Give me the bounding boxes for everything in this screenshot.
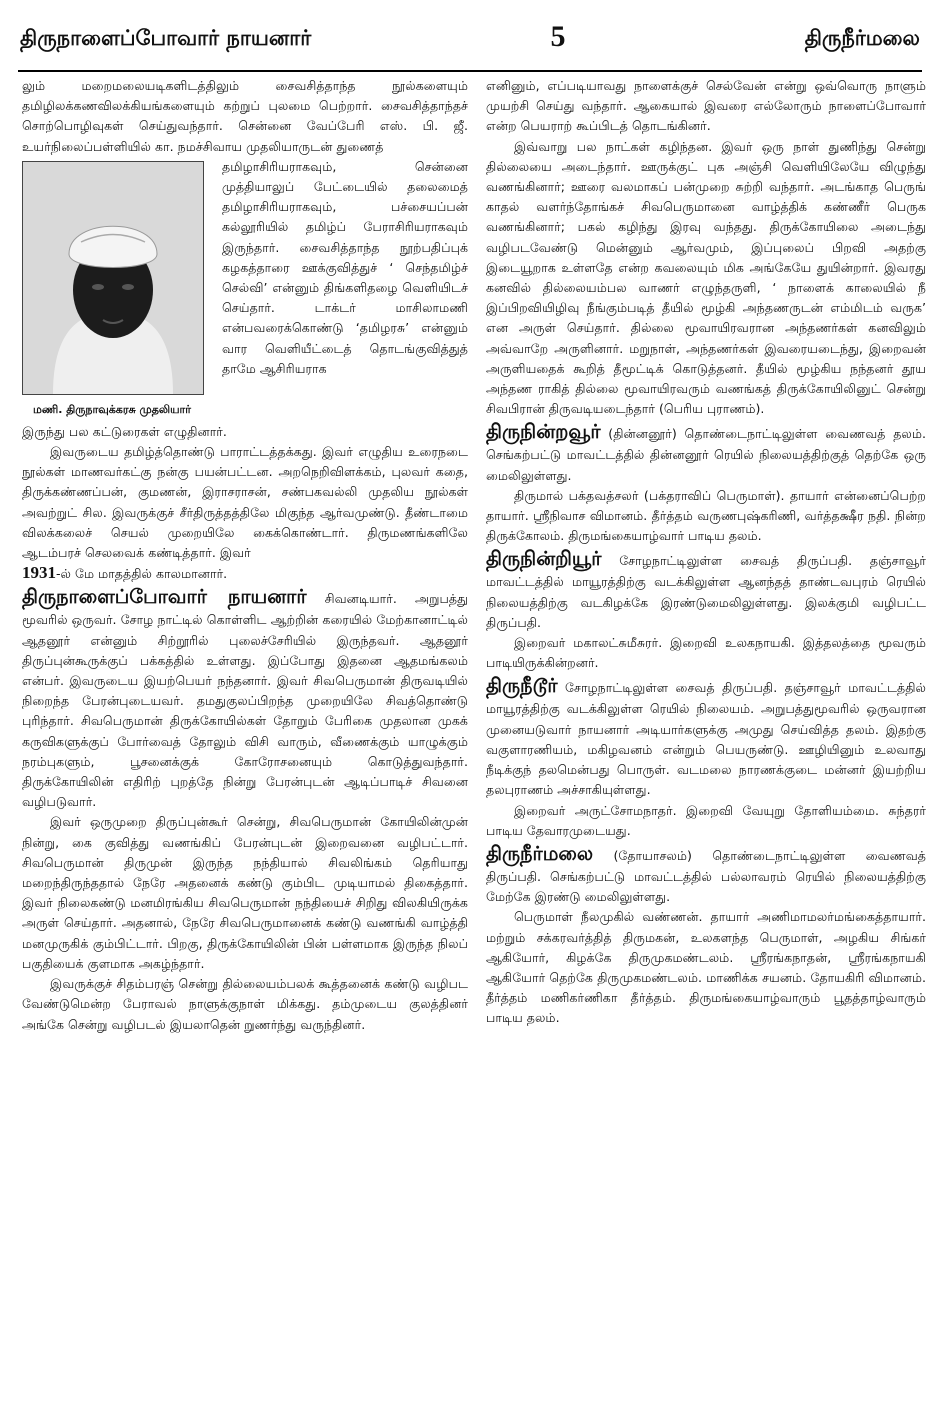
running-header xyxy=(20,20,920,60)
header-rule xyxy=(18,70,922,72)
intro-paragraph: லும் மறைமலையடிகளிடத்திலும் சைவசித்தாந்த நூல்களையும் தமிழிலக்கணவிலக்கியங்களையும் கற்றுப் புலமை பெற்றார். சைவசித்தாந்தச் சொற்பொழிவுகள் செய்துவந்தார். சென்னை வேப்பேரி எஸ். பி. ஜீ. உயர்நிலைப்பள்ளியில் கா. நமச்சிவாய முதலியாருடன் துணைத் xyxy=(22,78,468,154)
death-year: 1931 xyxy=(22,563,56,583)
left-column xyxy=(22,76,468,1035)
neetur-heading: திருநீடூர் xyxy=(486,674,558,698)
journey-paragraph: இவ்வாறு பல நாட்கள் கழிந்தன. இவர் ஒரு நாள் துணிந்து சென்று தில்லையை அடைந்தார். ஊருக்குட் புக அஞ்சி வெளியிலேயே விழுந்து வணங்கினார்; ஊரை வலமாகப் பன்முறை சுற்றி வந்தார். அடங்காத பெருங் காதல் வளர்ந்தோங்கச் சிவபெருமானை வாழ்த்திக் கண்ணீர் பெருக வணங்கினார்; பகல் கழிந்து இரவு வந்தது. திருக்கோயிலை அடைந்து வழிபடவேண்டு மென்னும் ஆர்வமும், இப்புலைப் பிறவி அதற்கு இடையூறாக உள்ளதே என்ற கவலையும் மிக அங்கேயே துயின்றார். இவரது கனவில் தில்லையம்பல வாணர் எழுந்தருளி, ‘ நாளைக் காலையில் நீ இப்பிறவியிழிவு நீங்கும்படித் தீயில் மூழ்கி அந்தணருடன் எம்மிடம் வருக’ என அருள் செய்தார். தில்லை மூவாயிரவரான அந்தணர்கள் கனவிலும் அவ்வாறே அருளினார். மறுநாள், அந்தணர்கள் இவரையடைந்து, இறைவன் அருளியதைக் கூறித் தீமூட்டிக் கொடுத்தனர். தீயில் மூழ்கிய நந்தனர் தூய அந்தண ராகித் தில்லை மூவாயிரவரும் வணங்கத் திருக்கோயிலினுட் சென்று சிவபிரான் திருவடியடைந்தார் (பெரிய புராணம்). xyxy=(486,138,926,417)
nayanar-heading: திருநாளைப்போவார் நாயனார் xyxy=(22,585,307,609)
ninriyur-entry xyxy=(486,546,926,633)
neermalai-detail: பெருமாள் நீலமுகில் வண்ணன். தாயார் அணிமாமலர்மங்கைத்தாயார். மற்றும் சக்கரவர்த்தித் திருமகன், உலகளந்த பெருமாள், அழகிய சிங்கர் ஆகியோர், கிழக்கே திருமுகமண்டலம். ஸ்ரீரங்கநாதன், ஸ்ரீரங்கநாயகி ஆகியோர் தெற்கே திருமுகமண்டலம். மாணிக்க சயனம். தோயகிரி விமானம். தீர்த்தம் மணிகர்ணிகா தீர்த்தம். திருமங்கையாழ்வாரும் பூதத்தாழ்வாரும் பாடிய தலம். xyxy=(486,909,926,1026)
neermalai-entry xyxy=(486,841,926,907)
death-text: -ல் மே மாதத்தில் காலமானார். xyxy=(56,566,228,582)
ninriyur-detail: இறைவர் மகாலட்சுமீசுரர். இறைவி உலகநாயகி. இத்தலத்தை மூவரும் பாடியிருக்கின்றனர். xyxy=(486,635,926,671)
ninravur-detail: திருமால் பக்தவத்சலர் (பக்தராவிப் பெருமாள்). தாயார் என்னைப்பெற்ற தாயார். ஸ்ரீநிவாச விமானம். தீர்த்தம் வருணபுஷ்கரிணி, வர்த்தக்ஷீர நதி. நின்ற திருக்கோலம். திருமங்கையாழ்வார் பாடிய தலம். xyxy=(486,487,926,544)
portrait-photo xyxy=(22,161,204,395)
portrait-figure xyxy=(22,161,212,418)
nayanar-intro-text: சிவனடியார். அறுபத்து மூவரில் ஒருவர். சோழ நாட்டில் கொள்ளிட ஆற்றின் கரையில் மேற்கானாட்டில் ஆதனூர் என்னும் சிற்றூரில் புலைச்சேரியில் இருந்தவர். ஆதனூர் திருப்புன்கூருக்குப் பக்கத்தில் உள்ளது. இப்போது இதனை ஆதமங்கலம் என்பர். இவருடைய இயற்பெயர் நந்தனார். இவர் சிவபெருமான் திருவடியில் நிறைந்த பேரன்புடையவர். தமதுகுலப்பிறந்த முறையிலே சிவத்தொண்டு புரிந்தார். சிவபெருமான் திருக்கோயில்கள் தோறும் பேரிகை முதலான முகக் கருவிகளுக்குப் போர்வைத் தோலும் விசி வாரும், வீணைக்கும் யாழுக்கும் நரம்புகளும், பூசனைக்குக் கோரோசனையும் கொடுத்துவந்தார். திருக்கோயிலின் எதிரிற் புறத்தே நின்று பேரன்புடன் ஆடிப்பாடிச் சிவனை வழிபடுவார். xyxy=(22,591,468,810)
neetur-detail: இறைவர் அருட்சோமநாதர். இறைவி வேயுறு தோளியம்மை. சுந்தரர் பாடிய தேவாரமுடையது. xyxy=(486,802,926,838)
ninravur-text: (தின்னனூர்) தொண்டைநாட்டிலுள்ள வைணவத் தலம். செங்கற்பட்டு மாவட்டத்தில் தின்னனூர் ரெயில் நிலையத்திற்குத் தெற்கே ஒரு மைலிலுள்ளது. xyxy=(486,426,926,483)
intro-end-line: இருந்து பல கட்டுரைகள் எழுதினார். xyxy=(22,423,227,439)
praise-paragraph: இவருடைய தமிழ்த்தொண்டு பாராட்டத்தக்கது. இவர் எழுதிய உரைநடை நூல்கள் மாணவர்கட்கு நன்கு பயன்பட்டன. அறநெறிவிளக்கம், புலவர் கதை, திருக்கண்ணப்பன், குமணன், இராசராசன், சண்பகவல்லி முதலிய நூல்கள் அவற்றுட் சில. இவருக்குச் சீர்திருத்தத்திலே மிகுந்த ஆர்வமுண்டு. தீண்டாமை விலக்கலைச் செயல் முறையிலே கைக்கொண்டார். திருமணங்களிலே ஆடம்பரச் செலவைக் கண்டித்தார். இவர் xyxy=(22,444,468,561)
header-right-title: திருநீர்மலை xyxy=(804,26,920,50)
portrait-caption: மணி. திருநாவுக்கரசு முதலியார் xyxy=(32,402,192,416)
worship-paragraph: இவர் ஒருமுறை திருப்புன்கூர் சென்று, சிவபெருமான் கோயிலின்முன் நின்று, கை குவித்து வணங்கிப் பேரன்புடன் இறைவனை வழிபட்டார். சிவபெருமான் திருமுன் இருந்த நந்தியால் சிவலிங்கம் தெரியாது மறைந்திருந்ததால் நேரே அதனைக் கண்டு கும்பிட முடியாமல் திகைத்தார். இவர் நிலைகண்டு மனமிரங்கிய சிவபெருமான் நந்தியைச் சிறிது விலகியிருக்க அருள் செய்தார். அதனால், நேரே சிவபெருமானைக் கண்டு வணங்கி வாழ்த்தி மனமுருகிக் கும்பிட்டார். பிறகு, திருக்கோயிலின் பின் பள்ளமாக இருந்த நிலப் பகுதியைக் குளமாக அகழ்ந்தார். xyxy=(22,814,468,971)
neermalai-heading: திருநீர்மலை xyxy=(486,841,594,865)
chidambaram-paragraph: இவருக்குச் சிதம்பரஞ் சென்று தில்லையம்பலக் கூத்தனைக் கண்டு வழிபட வேண்டுமென்ற பேராவல் நாளுக்குநாள் மிக்கது. தம்முடைய குலத்தினர் அங்கே சென்று வழிபடல் இயலாதென் றுணர்ந்து வருந்தினர். xyxy=(22,976,468,1032)
neetur-text: சோழநாட்டிலுள்ள சைவத் திருப்பதி. தஞ்சாவூர் மாவட்டத்தில் மாயூரத்திற்கு வடக்கிலுள்ள ரெயில் நிலையம். அறுபத்துமூவரில் ஒருவரான முனையடுவார் நாயனார் அடியார்களுக்கு அமுது செய்வித்த தலம். இதற்கு வகுளாரணியம், மகிழவனம் என்றும் பெயருண்டு. ஊழியினும் உலவாது நீடிக்குந் தலமென்பது பொருள். வடமலை நாரணக்குடை மன்னர் இயற்றிய தலபுராணம் அச்சாகியுள்ளது. xyxy=(486,680,927,798)
career-paragraph: தமிழாசிரியராகவும், சென்னை முத்தியாலுப் பேட்டையில் தலைமைத் தமிழாசிரியராகவும், பச்சையப்பன் கல்லூரியில் தமிழ்ப் பேராசிரியராகவும் இருந்தார். சைவசித்தாந்த நூற்பதிப்புக் கழகத்தாரை ஊக்குவித்துச் ‘ செந்தமிழ்ச் செல்வி’ என்னும் திங்களிதழை வெளியிடச் செய்தார். டாக்டர் மாசிலாமணி என்பவரைக்கொண்டு ‘தமிழரசு’ என்னும் வார வெளியீட்டைத் தொடங்குவித்துத் தாமே ஆசிரியராக xyxy=(222,158,468,376)
nayanar-entry xyxy=(22,584,468,812)
ninravur-entry xyxy=(486,419,926,485)
right-column xyxy=(486,76,926,1029)
ninravur-heading: திருநின்றவூர் xyxy=(486,420,601,444)
death-line xyxy=(22,563,468,584)
neermalai-text: (தோயாசலம்) தொண்டைநாட்டிலுள்ள வைணவத் திருப்பதி. செங்கற்பட்டு மாவட்டத்தில் பல்லாவரம் ரெயில் நிலையத்திற்கு மேற்கே இரண்டு மைலிலுள்ளது. xyxy=(486,847,926,905)
ninriyur-heading: திருநின்றியூர் xyxy=(486,547,602,571)
continuation-paragraph: எனினும், எப்படியாவது நாளைக்குச் செல்வேன் என்று ஒவ்வொரு நாளும் முயற்சி செய்து வந்தார். ஆகையால் இவரை எல்லோரும் நாளைப்போவார் என்ற பெயராற் கூப்பிடத் தொடங்கினர். xyxy=(486,78,926,134)
neetur-entry xyxy=(486,673,926,800)
header-left-title: திருநாளைப்போவார் நாயனார் xyxy=(20,26,312,50)
page-number: 5 xyxy=(550,20,566,53)
ninriyur-text: சோழநாட்டிலுள்ள சைவத் திருப்பதி. தஞ்சாவூர் மாவட்டத்தில் மாயூரத்திற்கு வடக்கிலுள்ள ஆனந்தத் தாண்டவபுரம் ரெயில் நிலையத்திற்கு வடகிழக்கே இரண்டுமைலிலுள்ளது. இலக்குமி வழிபட்ட திருப்பதி. xyxy=(486,553,926,630)
